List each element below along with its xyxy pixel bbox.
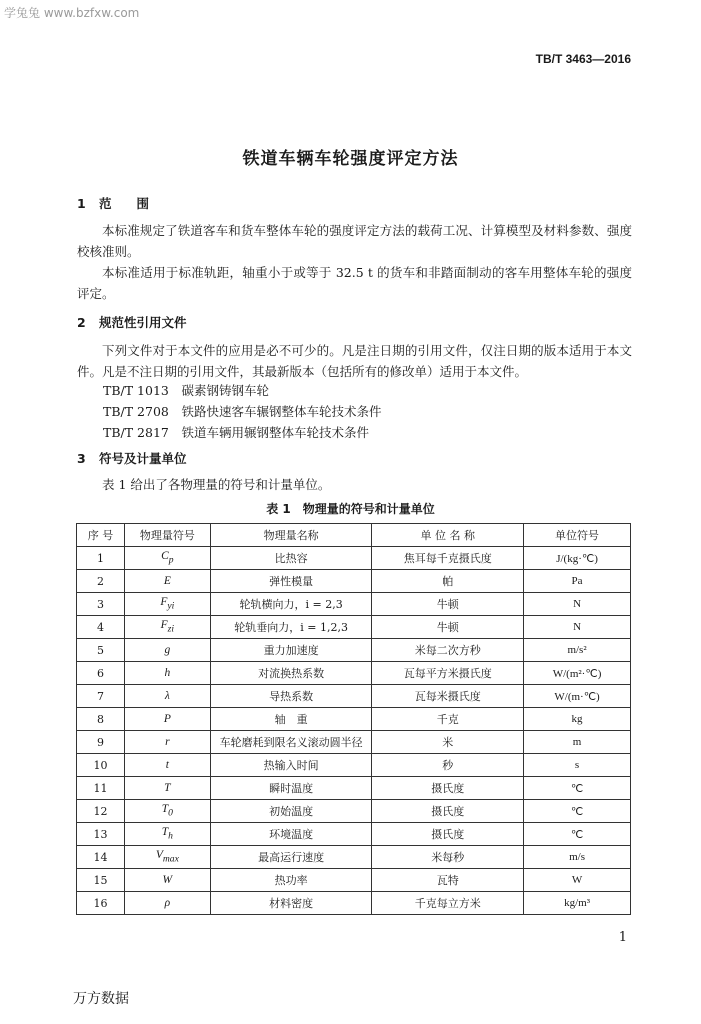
section-title: 符号及计量单位 <box>99 451 187 466</box>
unit-name-cell: 瓦特 <box>372 869 524 892</box>
row-number-cell: 5 <box>77 639 125 662</box>
paragraph: 本标准适用于标准轨距，轴重小于或等于 32.5 t 的货车和非踏面制动的客车用整体车轮的强度评定。 <box>77 265 632 301</box>
section-1-heading <box>77 194 149 212</box>
table-row <box>77 892 631 915</box>
table-row <box>77 616 631 639</box>
unit-name-cell: 摄氏度 <box>372 823 524 846</box>
quantity-name-cell: 比热容 <box>210 547 372 570</box>
quantity-name-cell: 车轮磨耗到限名义滚动圆半径 <box>210 731 372 754</box>
unit-name-cell: 米每二次方秒 <box>372 639 524 662</box>
symbol-base: T <box>164 782 171 794</box>
unit-name-cell: 牛顿 <box>372 593 524 616</box>
section-title: 规范性引用文件 <box>99 315 187 330</box>
header-cell: 序 号 <box>77 524 125 547</box>
unit-name-cell: 秒 <box>372 754 524 777</box>
row-number-cell: 16 <box>77 892 125 915</box>
symbol-base: r <box>165 736 170 748</box>
row-number-cell: 11 <box>77 777 125 800</box>
site-watermark: 学兔兔 www.bzfxw.com <box>4 6 140 20</box>
section-number: 2 <box>77 315 86 330</box>
row-number-cell: 13 <box>77 823 125 846</box>
symbols-table <box>76 523 631 915</box>
symbol-cell <box>124 708 210 731</box>
unit-name-cell: 牛顿 <box>372 616 524 639</box>
quantity-name-cell: 对流换热系数 <box>210 662 372 685</box>
symbol-subscript: p <box>168 554 174 566</box>
unit-name-cell: 米每秒 <box>372 846 524 869</box>
symbol-base: T <box>161 826 169 839</box>
row-number-cell: 6 <box>77 662 125 685</box>
symbol-cell <box>124 846 210 869</box>
unit-symbol-cell: Pa <box>524 570 631 593</box>
quantity-name-cell: 轮轨垂向力，i = 1,2,3 <box>210 616 372 639</box>
row-number-cell: 12 <box>77 800 125 823</box>
symbol-cell <box>124 662 210 685</box>
symbol-base: V <box>155 849 163 862</box>
table-row <box>77 777 631 800</box>
page-number: 1 <box>618 930 627 945</box>
unit-name-cell: 米 <box>372 731 524 754</box>
unit-name-cell: 瓦每米摄氏度 <box>372 685 524 708</box>
symbol-base: F <box>160 619 168 632</box>
symbol-base: t <box>165 759 169 771</box>
paragraph: 本标准规定了铁道客车和货车整体车轮的强度评定方法的载荷工况、计算模型及材料参数、强度校核准则。 <box>77 223 632 259</box>
symbol-cell <box>124 777 210 800</box>
reference-code: TB/T 1013 <box>103 383 169 398</box>
symbol-cell <box>124 685 210 708</box>
quantity-name-cell: 材料密度 <box>210 892 372 915</box>
table-row <box>77 869 631 892</box>
reference-title: 铁路快速客车辗钢整体车轮技术条件 <box>181 404 382 419</box>
quantity-name-cell: 最高运行速度 <box>210 846 372 869</box>
row-number-cell: 14 <box>77 846 125 869</box>
table-body <box>77 547 631 915</box>
quantity-name-cell: 重力加速度 <box>210 639 372 662</box>
unit-name-cell: 摄氏度 <box>372 777 524 800</box>
unit-name-cell: 千克 <box>372 708 524 731</box>
symbol-cell <box>124 547 210 570</box>
row-number-cell: 7 <box>77 685 125 708</box>
symbol-cell <box>124 754 210 777</box>
unit-symbol-cell: ℃ <box>524 800 631 823</box>
reference-title: 碳素钢铸钢车轮 <box>181 383 270 398</box>
header-cell: 物理量符号 <box>124 524 210 547</box>
symbol-base: E <box>163 575 171 587</box>
quantity-name-cell: 初始温度 <box>210 800 372 823</box>
table-row <box>77 570 631 593</box>
section-number: 3 <box>77 451 86 466</box>
standard-code: TB/T 3463—2016 <box>535 52 631 66</box>
row-number-cell: 15 <box>77 869 125 892</box>
unit-symbol-cell: s <box>524 754 631 777</box>
table-row <box>77 731 631 754</box>
table-row <box>77 800 631 823</box>
reference-title: 铁道车辆用辗钢整体车轮技术条件 <box>181 425 370 440</box>
symbol-base: h <box>164 667 171 679</box>
quantity-name-cell: 热功率 <box>210 869 372 892</box>
row-number-cell: 2 <box>77 570 125 593</box>
footer-mark: 万方数据 <box>73 991 129 1007</box>
unit-name-cell: 千克每立方米 <box>372 892 524 915</box>
header-cell: 物理量名称 <box>210 524 372 547</box>
quantity-name-cell: 轴 重 <box>210 708 372 731</box>
table-row <box>77 662 631 685</box>
unit-name-cell: 帕 <box>372 570 524 593</box>
unit-symbol-cell: N <box>524 616 631 639</box>
unit-name-cell: 焦耳每千克摄氏度 <box>372 547 524 570</box>
symbol-subscript: 0 <box>168 807 173 819</box>
table-row <box>77 593 631 616</box>
unit-symbol-cell: m <box>524 731 631 754</box>
table-caption: 表 1 物理量的符号和计量单位 <box>266 502 435 516</box>
paragraph: 下列文件对于本文件的应用是必不可少的。凡是注日期的引用文件，仅注日期的版本适用于本文件。凡是不注日期的引用文件，其最新版本（包括所有的修改单）适用于本文件。 <box>77 343 632 379</box>
row-number-cell: 4 <box>77 616 125 639</box>
row-number-cell: 9 <box>77 731 125 754</box>
paragraph: 表 1 给出了各物理量的符号和计量单位。 <box>102 477 331 492</box>
symbol-cell <box>124 593 210 616</box>
header-cell: 单 位 名 称 <box>372 524 524 547</box>
reference-item <box>103 402 382 420</box>
unit-symbol-cell: W <box>524 869 631 892</box>
symbol-cell <box>124 823 210 846</box>
unit-name-cell: 摄氏度 <box>372 800 524 823</box>
table-row <box>77 846 631 869</box>
table-row <box>77 547 631 570</box>
unit-symbol-cell: J/(kg·℃) <box>524 547 631 570</box>
unit-symbol-cell: m/s² <box>524 639 631 662</box>
symbol-base: W <box>162 874 173 886</box>
reference-item <box>103 423 369 441</box>
unit-symbol-cell: ℃ <box>524 777 631 800</box>
document-title: 铁道车辆车轮强度评定方法 <box>242 149 459 169</box>
row-number-cell: 10 <box>77 754 125 777</box>
symbol-cell <box>124 869 210 892</box>
symbol-cell <box>124 570 210 593</box>
section-title: 范 围 <box>99 196 150 211</box>
symbol-base: T <box>161 803 169 816</box>
symbol-base: λ <box>164 690 170 702</box>
table-row <box>77 639 631 662</box>
symbol-cell <box>124 731 210 754</box>
quantity-name-cell: 瞬时温度 <box>210 777 372 800</box>
table-row <box>77 823 631 846</box>
unit-symbol-cell: m/s <box>524 846 631 869</box>
symbol-subscript: zi <box>167 623 175 635</box>
symbol-cell <box>124 639 210 662</box>
symbol-base: ρ <box>164 897 171 909</box>
quantity-name-cell: 热输入时间 <box>210 754 372 777</box>
reference-item <box>103 381 269 399</box>
quantity-name-cell: 弹性模量 <box>210 570 372 593</box>
reference-code: TB/T 2817 <box>103 425 169 440</box>
unit-symbol-cell: ℃ <box>524 823 631 846</box>
symbol-base: C <box>161 550 169 563</box>
symbol-cell <box>124 800 210 823</box>
unit-symbol-cell: kg/m³ <box>524 892 631 915</box>
section-number: 1 <box>77 196 86 211</box>
unit-symbol-cell: N <box>524 593 631 616</box>
symbol-base: g <box>164 644 171 656</box>
symbol-subscript: yi <box>167 600 175 612</box>
table-header-row <box>77 524 631 547</box>
section-2-heading <box>77 313 187 331</box>
symbol-base: P <box>163 713 171 725</box>
symbol-subscript: h <box>168 830 173 842</box>
quantity-name-cell: 环境温度 <box>210 823 372 846</box>
header-cell: 单位符号 <box>524 524 631 547</box>
symbol-subscript: max <box>162 853 179 865</box>
row-number-cell: 8 <box>77 708 125 731</box>
section-3-heading <box>77 449 187 467</box>
table-row <box>77 685 631 708</box>
unit-symbol-cell: W/(m·℃) <box>524 685 631 708</box>
symbol-cell <box>124 616 210 639</box>
row-number-cell: 1 <box>77 547 125 570</box>
table-row <box>77 708 631 731</box>
unit-symbol-cell: W/(m²·℃) <box>524 662 631 685</box>
quantity-name-cell: 导热系数 <box>210 685 372 708</box>
symbol-base: F <box>160 596 168 609</box>
unit-name-cell: 瓦每平方米摄氏度 <box>372 662 524 685</box>
unit-symbol-cell: kg <box>524 708 631 731</box>
quantity-name-cell: 轮轨横向力，i = 2,3 <box>210 593 372 616</box>
reference-code: TB/T 2708 <box>103 404 169 419</box>
row-number-cell: 3 <box>77 593 125 616</box>
symbol-cell <box>124 892 210 915</box>
table-row <box>77 754 631 777</box>
